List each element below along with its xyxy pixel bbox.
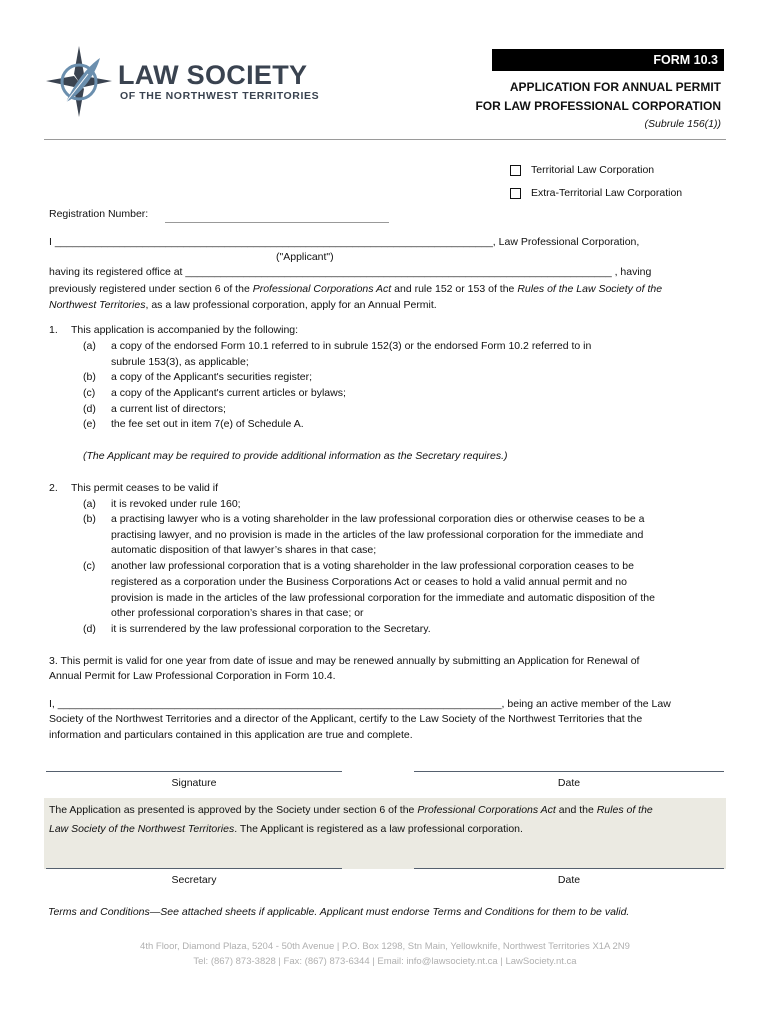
signature-label: Signature <box>171 777 217 789</box>
section2-item-text: another law professional corporation that is a voting shareholder in the law professional corporation ceases to be <box>111 560 634 572</box>
registration-number-label: Registration Number: <box>49 208 149 220</box>
registered-office-line[interactable]: having its registered office at _________________________________________________________________________ , having <box>49 266 652 278</box>
territorial-corporation-option[interactable] <box>510 164 654 176</box>
section1-item-label: (b) <box>83 371 96 383</box>
form-title-line1: APPLICATION FOR ANNUAL PERMIT <box>509 80 721 94</box>
section1-item-text: a current list of directors; <box>111 403 226 415</box>
corporation-name-line[interactable]: I ___________________________________________________________________________, Law Professional Corporation, <box>49 236 640 248</box>
date-label: Date <box>557 777 581 789</box>
terms-and-conditions: Terms and Conditions—See attached sheets if applicable. Applicant must endorse Terms and Conditions for them to be valid. <box>48 906 630 918</box>
logo-subtitle: OF THE NORTHWEST TERRITORIES <box>120 90 320 102</box>
section2-item-text: registered as a corporation under the Business Corporations Act or ceases to hold a valid annual permit and no <box>111 576 627 588</box>
section1-note: (The Applicant may be required to provide additional information as the Secretary requires.) <box>83 450 508 462</box>
compass-quill-icon <box>44 44 114 119</box>
section2-item-text: other professional corporation’s shares in that case; or <box>111 607 364 619</box>
section2-item-text: a practising lawyer who is a voting shareholder in the law professional corporation dies or otherwise ceases to be a <box>111 513 645 525</box>
certify-line2: Society of the Northwest Territories and a director of the Applicant, certify to the Law Society of the Northwest Territories that the <box>49 713 643 725</box>
section3-line2: Annual Permit for Law Professional Corporation in Form 10.4. <box>49 670 336 682</box>
section1-item-text: a copy of the Applicant's securities register; <box>111 371 313 383</box>
signature-field[interactable] <box>46 771 342 772</box>
header-divider <box>44 139 726 140</box>
section2-item-text: automatic disposition of that lawyer’s shares in that case; <box>111 544 377 556</box>
secretary-signature-field[interactable] <box>46 868 342 869</box>
section1-item-label: (e) <box>83 418 96 430</box>
law-society-logo <box>44 44 344 119</box>
applicant-label: ("Applicant") <box>276 251 334 263</box>
section1-heading: This application is accompanied by the following: <box>71 324 299 336</box>
section1-item-label: (d) <box>83 403 96 415</box>
footer-address: 4th Floor, Diamond Plaza, 5204 - 50th Avenue | P.O. Box 1298, Stn Main, Yellowknife, Northwest Territories X1A 2N9 <box>140 941 630 952</box>
form-title-line2: FOR LAW PROFESSIONAL CORPORATION <box>475 99 721 113</box>
certify-line3: information and particulars contained in this application are true and complete. <box>49 729 413 741</box>
intro-text-line4: previously registered under section 6 of the Professional Corporations Act and rule 152 or 153 of the Rules of the Law Society of the <box>49 283 663 295</box>
section2-item-label: (d) <box>83 623 96 635</box>
intro-text-line5: Northwest Territories, as a law professional corporation, apply for an Annual Permit. <box>49 299 437 311</box>
section2-item-text: practising lawyer, and no provision is made in the articles of the law professional corporation for the immediate and <box>111 529 644 541</box>
extra-territorial-corporation-option[interactable] <box>510 187 682 199</box>
section1-item-text: subrule 153(3), as applicable; <box>111 356 249 368</box>
registration-number-field[interactable] <box>165 222 389 223</box>
secretary-date-field[interactable] <box>414 868 724 869</box>
subrule-reference: (Subrule 156(1)) <box>644 118 721 130</box>
section1-number: 1. <box>49 324 58 336</box>
footer-contact: Tel: (867) 873-3828 | Fax: (867) 873-6344 | Email: info@lawsociety.nt.ca | LawSociety.nt.ca <box>193 956 577 967</box>
section1-item-text: a copy of the endorsed Form 10.1 referred to in subrule 152(3) or the endorsed Form 10.2 referred to in <box>111 340 592 352</box>
section1-item-text: the fee set out in item 7(e) of Schedule A. <box>111 418 304 430</box>
section2-item-label: (c) <box>83 560 96 572</box>
section1-item-label: (a) <box>83 340 96 352</box>
logo-title: LAW SOCIETY <box>118 60 308 90</box>
approval-line2: Law Society of the Northwest Territories. The Applicant is registered as a law professional corporation. <box>49 823 523 835</box>
territorial-label: Territorial Law Corporation <box>531 164 655 176</box>
secretary-date-label: Date <box>557 874 581 886</box>
section3-line1: 3. This permit is valid for one year from date of issue and may be renewed annually by submitting an Application for Renewal of <box>49 655 640 667</box>
territorial-checkbox[interactable] <box>510 165 521 176</box>
section2-item-label: (a) <box>83 498 96 510</box>
section2-number: 2. <box>49 482 58 494</box>
extra-territorial-checkbox[interactable] <box>510 188 521 199</box>
section1-item-text: a copy of the Applicant's current articles or bylaws; <box>111 387 346 399</box>
section2-item-text: it is revoked under rule 160; <box>111 498 241 510</box>
section2-item-text: it is surrendered by the law professional corporation to the Secretary. <box>111 623 431 635</box>
date-field[interactable] <box>414 771 724 772</box>
section2-item-text: provision is made in the articles of the law professional corporation for the immediate and automatic disposition of the <box>111 592 655 604</box>
certify-line1[interactable]: I, ____________________________________________________________________________, being an active member of the Law <box>49 698 671 710</box>
section2-item-label: (b) <box>83 513 96 525</box>
section1-item-label: (c) <box>83 387 96 399</box>
extra-territorial-label: Extra-Territorial Law Corporation <box>531 187 683 199</box>
section2-heading: This permit ceases to be valid if <box>71 482 219 494</box>
secretary-label: Secretary <box>171 874 217 886</box>
approval-line1: The Application as presented is approved by the Society under section 6 of the Professional Corporations Act and the Rules of the <box>49 804 653 816</box>
form-number-badge: FORM 10.3 <box>492 49 724 71</box>
